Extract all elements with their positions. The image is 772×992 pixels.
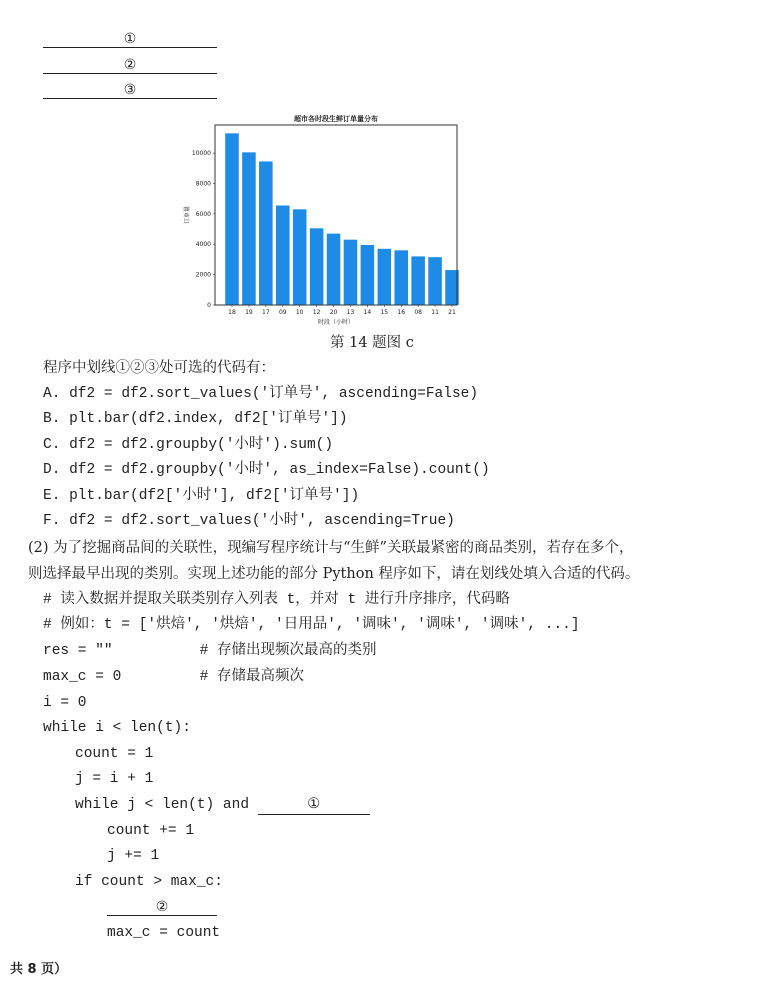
- option-c: C. df2 = df2.groupby('小时').sum(): [43, 437, 334, 453]
- code-line-j-inc: j += 1: [107, 848, 160, 864]
- answer-blank-2: ②: [43, 57, 217, 74]
- x-tick-label: 08: [414, 309, 422, 316]
- bar-20: [327, 234, 341, 305]
- x-tick-label: 11: [431, 309, 439, 316]
- option-d: D. df2 = df2.groupby('小时', as_index=False).count(): [43, 462, 490, 478]
- x-axis-label: 时段（小时）: [317, 319, 355, 326]
- code-comment-2: # 例如：t = ['烘焙', '烘焙', '日用品', '调味', '调味', '调味', ...]: [43, 617, 580, 633]
- code-line-if: if count > max_c:: [75, 874, 223, 890]
- y-tick-label: 0: [207, 302, 211, 309]
- x-tick-label: 15: [380, 309, 389, 316]
- bar-11: [428, 257, 442, 305]
- y-tick-label: 4000: [195, 241, 211, 249]
- bar-09: [276, 206, 290, 305]
- answer-blank-1: ①: [43, 31, 217, 48]
- y-tick-label: 6000: [195, 210, 211, 218]
- x-tick-label: 09: [278, 309, 287, 316]
- question-2-line-2: 则选择最早出现的类别。实现上述功能的部分 Python 程序如下，请在划线处填入合适的代码。: [28, 566, 640, 582]
- options-intro: 程序中划线①②③处可选的代码有：: [43, 360, 275, 376]
- code-comment-1: # 读入数据并提取关联类别存入列表 t，并对 t 进行升序排序，代码略: [43, 592, 510, 608]
- x-tick-label: 20: [329, 309, 338, 316]
- x-tick-label: 19: [245, 309, 253, 316]
- x-tick-label: 12: [312, 309, 321, 316]
- x-tick-label: 14: [363, 309, 372, 316]
- bar-18: [225, 133, 239, 305]
- bar-13: [344, 240, 358, 305]
- x-tick-label: 17: [262, 309, 270, 316]
- code-line-count: count = 1: [75, 746, 154, 762]
- answer-blank-3: ③: [43, 82, 217, 99]
- option-b: B. plt.bar(df2.index, df2['订单号']): [43, 411, 348, 427]
- bar-15: [378, 249, 392, 305]
- code-line-count-inc: count += 1: [107, 823, 195, 839]
- bar-08: [411, 256, 425, 305]
- bar-17: [259, 161, 273, 305]
- y-tick-label: 8000: [195, 180, 211, 188]
- x-tick-label: 10: [295, 309, 304, 316]
- y-axis-label: 订单量: [184, 205, 191, 225]
- bar-19: [242, 152, 256, 305]
- bar-10: [293, 209, 307, 305]
- bar-16: [394, 250, 408, 305]
- code-line-j: j = i + 1: [75, 771, 154, 787]
- bar-14: [361, 245, 375, 305]
- chart-title: 超市各时段生鲜订单量分布: [294, 115, 378, 123]
- code-line-res: res = "" # 存储出现频次最高的类别: [43, 643, 377, 659]
- bar-12: [310, 228, 324, 305]
- question-2-line-1: (2) 为了挖掘商品间的关联性，现编写程序统计与“生鲜”关联最紧密的商品类别，若存在多个，: [28, 540, 634, 556]
- code-line-maxc: max_c = 0 # 存储最高频次: [43, 669, 305, 685]
- y-tick-label: 2000: [195, 271, 211, 279]
- figure-caption: 第 14 题图 c: [330, 335, 414, 351]
- x-tick-label: 18: [228, 309, 236, 316]
- x-tick-label: 13: [346, 309, 355, 316]
- bar-chart: [180, 108, 470, 330]
- code-text: while j < len(t) and: [75, 797, 258, 813]
- code-blank-1: ①: [258, 796, 370, 815]
- x-tick-label: 21: [448, 309, 456, 316]
- option-f: F. df2 = df2.sort_values('小时', ascending=True): [43, 513, 455, 529]
- page-footer: 共 8 页）: [10, 962, 68, 977]
- code-line-maxc-assign: max_c = count: [107, 925, 221, 941]
- option-a: A. df2 = df2.sort_values('订单号', ascending=False): [43, 386, 479, 402]
- option-e: E. plt.bar(df2['小时'], df2['订单号']): [43, 488, 360, 504]
- code-line-while-i: while i < len(t):: [43, 720, 191, 736]
- code-blank-2: ②: [107, 899, 217, 916]
- code-line-while-j: [75, 796, 370, 815]
- x-tick-label: 16: [397, 309, 406, 316]
- code-line-i: i = 0: [43, 695, 87, 711]
- y-tick-label: 10000: [191, 150, 211, 158]
